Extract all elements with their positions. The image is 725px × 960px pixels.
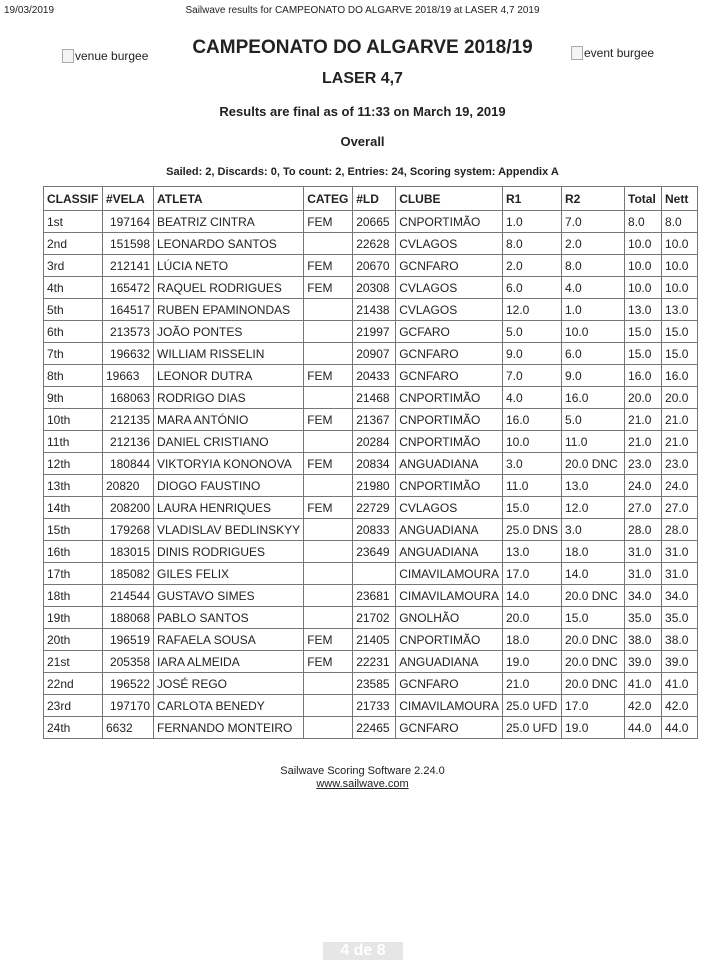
cell-classif: 23rd (44, 695, 103, 717)
cell-total: 35.0 (625, 607, 662, 629)
cell-r2: 7.0 (562, 211, 625, 233)
table-row (44, 409, 698, 431)
cell-vela: 6632 (103, 717, 154, 739)
table-row (44, 255, 698, 277)
cell-categ: FEM (304, 255, 353, 277)
table-row (44, 365, 698, 387)
cell-r1: 17.0 (502, 563, 561, 585)
cell-vela: 212135 (103, 409, 154, 431)
cell-r2: 6.0 (562, 343, 625, 365)
cell-classif: 1st (44, 211, 103, 233)
cell-classif: 9th (44, 387, 103, 409)
cell-vela: 164517 (103, 299, 154, 321)
table-row (44, 211, 698, 233)
cell-r1: 8.0 (502, 233, 561, 255)
cell-vela: 165472 (103, 277, 154, 299)
cell-r1: 7.0 (502, 365, 561, 387)
column-header: R1 (502, 187, 561, 211)
cell-classif: 17th (44, 563, 103, 585)
cell-r2: 20.0 DNC (562, 673, 625, 695)
cell-vela: 19663 (103, 365, 154, 387)
cell-clube: CNPORTIMÃO (396, 409, 503, 431)
cell-categ: FEM (304, 651, 353, 673)
cell-classif: 4th (44, 277, 103, 299)
cell-categ (304, 585, 353, 607)
cell-r2: 1.0 (562, 299, 625, 321)
running-title: Sailwave results for CAMPEONATO DO ALGARVE 2018/19 at LASER 4,7 2019 (185, 5, 540, 16)
cell-r1: 3.0 (502, 453, 561, 475)
page-title: CAMPEONATO DO ALGARVE 2018/19 (192, 37, 533, 58)
cell-total: 21.0 (625, 409, 662, 431)
cell-ld: 21980 (353, 475, 396, 497)
cell-vela: 196519 (103, 629, 154, 651)
cell-classif: 11th (44, 431, 103, 453)
cell-atleta: LAURA HENRIQUES (154, 497, 304, 519)
cell-categ (304, 299, 353, 321)
cell-vela: 188068 (103, 607, 154, 629)
final-note: Results are final as of 11:33 on March 19, 2019 (219, 104, 506, 119)
table-row (44, 387, 698, 409)
cell-r2: 9.0 (562, 365, 625, 387)
cell-categ (304, 431, 353, 453)
cell-classif: 13th (44, 475, 103, 497)
cell-categ (304, 695, 353, 717)
cell-total: 39.0 (625, 651, 662, 673)
cell-r2: 19.0 (562, 717, 625, 739)
cell-total: 8.0 (625, 211, 662, 233)
cell-r1: 10.0 (502, 431, 561, 453)
cell-classif: 24th (44, 717, 103, 739)
cell-nett: 24.0 (662, 475, 698, 497)
cell-nett: 42.0 (662, 695, 698, 717)
cell-ld: 21702 (353, 607, 396, 629)
cell-nett: 16.0 (662, 365, 698, 387)
cell-r1: 5.0 (502, 321, 561, 343)
cell-atleta: GUSTAVO SIMES (154, 585, 304, 607)
cell-nett: 28.0 (662, 519, 698, 541)
cell-r1: 25.0 DNS (502, 519, 561, 541)
cell-classif: 8th (44, 365, 103, 387)
cell-vela: 185082 (103, 563, 154, 585)
cell-clube: CNPORTIMÃO (396, 431, 503, 453)
cell-r2: 18.0 (562, 541, 625, 563)
cell-nett: 35.0 (662, 607, 698, 629)
cell-atleta: RODRIGO DIAS (154, 387, 304, 409)
cell-vela: 213573 (103, 321, 154, 343)
cell-vela: 212141 (103, 255, 154, 277)
cell-total: 27.0 (625, 497, 662, 519)
cell-r1: 6.0 (502, 277, 561, 299)
cell-r2: 2.0 (562, 233, 625, 255)
cell-nett: 8.0 (662, 211, 698, 233)
cell-ld (353, 563, 396, 585)
cell-r2: 20.0 DNC (562, 629, 625, 651)
cell-atleta: LEONARDO SANTOS (154, 233, 304, 255)
cell-r2: 16.0 (562, 387, 625, 409)
column-header: Nett (662, 187, 698, 211)
cell-vela: 205358 (103, 651, 154, 673)
cell-total: 10.0 (625, 255, 662, 277)
cell-total: 15.0 (625, 321, 662, 343)
cell-ld: 20665 (353, 211, 396, 233)
cell-clube: CNPORTIMÃO (396, 629, 503, 651)
cell-ld: 21438 (353, 299, 396, 321)
cell-clube: CVLAGOS (396, 233, 503, 255)
cell-atleta: FERNANDO MONTEIRO (154, 717, 304, 739)
cell-clube: ANGUADIANA (396, 453, 503, 475)
cell-nett: 21.0 (662, 409, 698, 431)
cell-classif: 22nd (44, 673, 103, 695)
table-row (44, 233, 698, 255)
print-date: 19/03/2019 (4, 5, 55, 16)
cell-vela: 214544 (103, 585, 154, 607)
cell-r1: 19.0 (502, 651, 561, 673)
table-row (44, 585, 698, 607)
cell-ld: 22231 (353, 651, 396, 673)
footer (0, 765, 725, 791)
cell-categ: FEM (304, 211, 353, 233)
cell-total: 15.0 (625, 343, 662, 365)
cell-vela: 196522 (103, 673, 154, 695)
column-header: CATEG (304, 187, 353, 211)
cell-r1: 16.0 (502, 409, 561, 431)
table-row (44, 277, 698, 299)
table-row (44, 607, 698, 629)
cell-categ (304, 321, 353, 343)
cell-categ (304, 475, 353, 497)
table-row (44, 453, 698, 475)
table-row (44, 563, 698, 585)
cell-classif: 19th (44, 607, 103, 629)
cell-classif: 6th (44, 321, 103, 343)
cell-r1: 21.0 (502, 673, 561, 695)
class-name: LASER 4,7 (322, 70, 403, 87)
cell-categ: FEM (304, 277, 353, 299)
cell-nett: 15.0 (662, 321, 698, 343)
cell-atleta: RAFAELA SOUSA (154, 629, 304, 651)
cell-categ (304, 541, 353, 563)
cell-total: 28.0 (625, 519, 662, 541)
cell-classif: 16th (44, 541, 103, 563)
cell-total: 31.0 (625, 563, 662, 585)
table-row (44, 475, 698, 497)
table-header-row (44, 187, 698, 211)
event-burgee-alt: event burgee (584, 46, 655, 60)
cell-atleta: BEATRIZ CINTRA (154, 211, 304, 233)
cell-r2: 8.0 (562, 255, 625, 277)
cell-total: 31.0 (625, 541, 662, 563)
cell-clube: CIMAVILAMOURA (396, 563, 503, 585)
cell-atleta: RUBEN EPAMINONDAS (154, 299, 304, 321)
cell-categ (304, 519, 353, 541)
cell-r2: 20.0 DNC (562, 651, 625, 673)
table-row (44, 321, 698, 343)
cell-categ (304, 563, 353, 585)
cell-atleta: DIOGO FAUSTINO (154, 475, 304, 497)
cell-clube: CIMAVILAMOURA (396, 585, 503, 607)
cell-total: 16.0 (625, 365, 662, 387)
table-row (44, 299, 698, 321)
cell-total: 41.0 (625, 673, 662, 695)
cell-total: 44.0 (625, 717, 662, 739)
cell-ld: 21997 (353, 321, 396, 343)
cell-r1: 14.0 (502, 585, 561, 607)
cell-total: 13.0 (625, 299, 662, 321)
overall-heading: Overall (340, 134, 385, 149)
cell-ld: 20308 (353, 277, 396, 299)
cell-categ: FEM (304, 365, 353, 387)
cell-atleta: JOÃO PONTES (154, 321, 304, 343)
cell-r2: 14.0 (562, 563, 625, 585)
cell-vela: 212136 (103, 431, 154, 453)
cell-clube: GCNFARO (396, 365, 503, 387)
cell-ld: 20833 (353, 519, 396, 541)
venue-burgee-alt: venue burgee (75, 49, 149, 63)
cell-classif: 2nd (44, 233, 103, 255)
cell-r2: 4.0 (562, 277, 625, 299)
cell-nett: 31.0 (662, 563, 698, 585)
cell-nett: 38.0 (662, 629, 698, 651)
cell-atleta: MARA ANTÓNIO (154, 409, 304, 431)
cell-nett: 44.0 (662, 717, 698, 739)
cell-atleta: RAQUEL RODRIGUES (154, 277, 304, 299)
cell-ld: 22465 (353, 717, 396, 739)
table-row (44, 629, 698, 651)
cell-categ (304, 233, 353, 255)
cell-classif: 3rd (44, 255, 103, 277)
cell-clube: ANGUADIANA (396, 541, 503, 563)
table-row (44, 519, 698, 541)
cell-vela: 179268 (103, 519, 154, 541)
sailwave-link[interactable]: www.sailwave.com (316, 778, 409, 790)
cell-ld: 21405 (353, 629, 396, 651)
cell-classif: 10th (44, 409, 103, 431)
cell-categ (304, 717, 353, 739)
cell-clube: GCNFARO (396, 255, 503, 277)
column-header: CLASSIF (44, 187, 103, 211)
cell-ld: 20284 (353, 431, 396, 453)
software-credit: Sailwave Scoring Software 2.24.0 (280, 765, 445, 777)
cell-atleta: LEONOR DUTRA (154, 365, 304, 387)
cell-ld: 21468 (353, 387, 396, 409)
cell-r2: 20.0 DNC (562, 585, 625, 607)
page-badge: 4 de 8 (323, 942, 403, 960)
cell-r2: 13.0 (562, 475, 625, 497)
cell-clube: GNOLHÃO (396, 607, 503, 629)
cell-clube: GCNFARO (396, 673, 503, 695)
column-header: R2 (562, 187, 625, 211)
cell-classif: 18th (44, 585, 103, 607)
cell-vela: 20820 (103, 475, 154, 497)
cell-clube: CNPORTIMÃO (396, 475, 503, 497)
cell-nett: 15.0 (662, 343, 698, 365)
cell-categ: FEM (304, 409, 353, 431)
cell-ld: 22729 (353, 497, 396, 519)
cell-atleta: VLADISLAV BEDLINSKYY (154, 519, 304, 541)
cell-nett: 21.0 (662, 431, 698, 453)
cell-classif: 20th (44, 629, 103, 651)
cell-r2: 5.0 (562, 409, 625, 431)
cell-total: 24.0 (625, 475, 662, 497)
cell-atleta: IARA ALMEIDA (154, 651, 304, 673)
cell-clube: GCNFARO (396, 717, 503, 739)
cell-nett: 27.0 (662, 497, 698, 519)
cell-clube: GCFARO (396, 321, 503, 343)
cell-categ: FEM (304, 497, 353, 519)
table-row (44, 651, 698, 673)
cell-ld: 23585 (353, 673, 396, 695)
cell-classif: 15th (44, 519, 103, 541)
cell-nett: 10.0 (662, 255, 698, 277)
cell-r1: 18.0 (502, 629, 561, 651)
table-row (44, 497, 698, 519)
cell-categ (304, 387, 353, 409)
cell-vela: 180844 (103, 453, 154, 475)
cell-total: 23.0 (625, 453, 662, 475)
table-row (44, 431, 698, 453)
cell-r1: 13.0 (502, 541, 561, 563)
cell-r2: 11.0 (562, 431, 625, 453)
cell-ld: 23681 (353, 585, 396, 607)
cell-clube: CVLAGOS (396, 299, 503, 321)
column-header: #LD (353, 187, 396, 211)
cell-clube: ANGUADIANA (396, 651, 503, 673)
cell-clube: CVLAGOS (396, 497, 503, 519)
cell-r1: 9.0 (502, 343, 561, 365)
cell-clube: CIMAVILAMOURA (396, 695, 503, 717)
cell-ld: 20670 (353, 255, 396, 277)
cell-atleta: CARLOTA BENEDY (154, 695, 304, 717)
cell-r1: 15.0 (502, 497, 561, 519)
cell-nett: 23.0 (662, 453, 698, 475)
cell-r2: 12.0 (562, 497, 625, 519)
cell-r1: 1.0 (502, 211, 561, 233)
cell-nett: 34.0 (662, 585, 698, 607)
column-header: CLUBE (396, 187, 503, 211)
column-header: #VELA (103, 187, 154, 211)
series-summary: Sailed: 2, Discards: 0, To count: 2, Entries: 24, Scoring system: Appendix A (166, 166, 559, 178)
cell-r1: 25.0 UFD (502, 695, 561, 717)
cell-atleta: WILLIAM RISSELIN (154, 343, 304, 365)
cell-total: 20.0 (625, 387, 662, 409)
cell-ld: 20907 (353, 343, 396, 365)
cell-clube: CNPORTIMÃO (396, 211, 503, 233)
column-header: ATLETA (154, 187, 304, 211)
cell-total: 42.0 (625, 695, 662, 717)
cell-clube: CVLAGOS (396, 277, 503, 299)
cell-total: 38.0 (625, 629, 662, 651)
cell-atleta: LÚCIA NETO (154, 255, 304, 277)
cell-ld: 20834 (353, 453, 396, 475)
cell-total: 10.0 (625, 233, 662, 255)
cell-nett: 13.0 (662, 299, 698, 321)
cell-classif: 12th (44, 453, 103, 475)
table-row (44, 343, 698, 365)
cell-nett: 39.0 (662, 651, 698, 673)
cell-total: 34.0 (625, 585, 662, 607)
cell-r2: 3.0 (562, 519, 625, 541)
cell-vela: 168063 (103, 387, 154, 409)
cell-r1: 4.0 (502, 387, 561, 409)
cell-nett: 31.0 (662, 541, 698, 563)
cell-classif: 21st (44, 651, 103, 673)
cell-total: 10.0 (625, 277, 662, 299)
results-table (43, 186, 698, 739)
table-row (44, 541, 698, 563)
cell-r2: 17.0 (562, 695, 625, 717)
cell-vela: 208200 (103, 497, 154, 519)
cell-vela: 151598 (103, 233, 154, 255)
cell-clube: GCNFARO (396, 343, 503, 365)
cell-nett: 41.0 (662, 673, 698, 695)
cell-categ: FEM (304, 629, 353, 651)
cell-categ (304, 343, 353, 365)
cell-ld: 21367 (353, 409, 396, 431)
cell-r1: 2.0 (502, 255, 561, 277)
cell-atleta: PABLO SANTOS (154, 607, 304, 629)
cell-categ (304, 673, 353, 695)
cell-ld: 21733 (353, 695, 396, 717)
cell-nett: 10.0 (662, 277, 698, 299)
cell-clube: ANGUADIANA (396, 519, 503, 541)
cell-total: 21.0 (625, 431, 662, 453)
cell-classif: 5th (44, 299, 103, 321)
cell-atleta: GILES FELIX (154, 563, 304, 585)
cell-ld: 23649 (353, 541, 396, 563)
cell-categ (304, 607, 353, 629)
cell-r2: 10.0 (562, 321, 625, 343)
cell-vela: 197164 (103, 211, 154, 233)
cell-clube: CNPORTIMÃO (396, 387, 503, 409)
cell-atleta: VIKTORYIA KONONOVA (154, 453, 304, 475)
cell-r2: 20.0 DNC (562, 453, 625, 475)
cell-classif: 7th (44, 343, 103, 365)
cell-categ: FEM (304, 453, 353, 475)
cell-ld: 20433 (353, 365, 396, 387)
cell-atleta: DINIS RODRIGUES (154, 541, 304, 563)
cell-atleta: JOSÉ REGO (154, 673, 304, 695)
cell-vela: 183015 (103, 541, 154, 563)
cell-nett: 10.0 (662, 233, 698, 255)
table-row (44, 673, 698, 695)
cell-r2: 15.0 (562, 607, 625, 629)
cell-r1: 12.0 (502, 299, 561, 321)
cell-vela: 196632 (103, 343, 154, 365)
cell-ld: 22628 (353, 233, 396, 255)
cell-r1: 20.0 (502, 607, 561, 629)
cell-vela: 197170 (103, 695, 154, 717)
table-row (44, 695, 698, 717)
table-row (44, 717, 698, 739)
cell-r1: 25.0 UFD (502, 717, 561, 739)
cell-r1: 11.0 (502, 475, 561, 497)
cell-classif: 14th (44, 497, 103, 519)
cell-atleta: DANIEL CRISTIANO (154, 431, 304, 453)
cell-nett: 20.0 (662, 387, 698, 409)
column-header: Total (625, 187, 662, 211)
